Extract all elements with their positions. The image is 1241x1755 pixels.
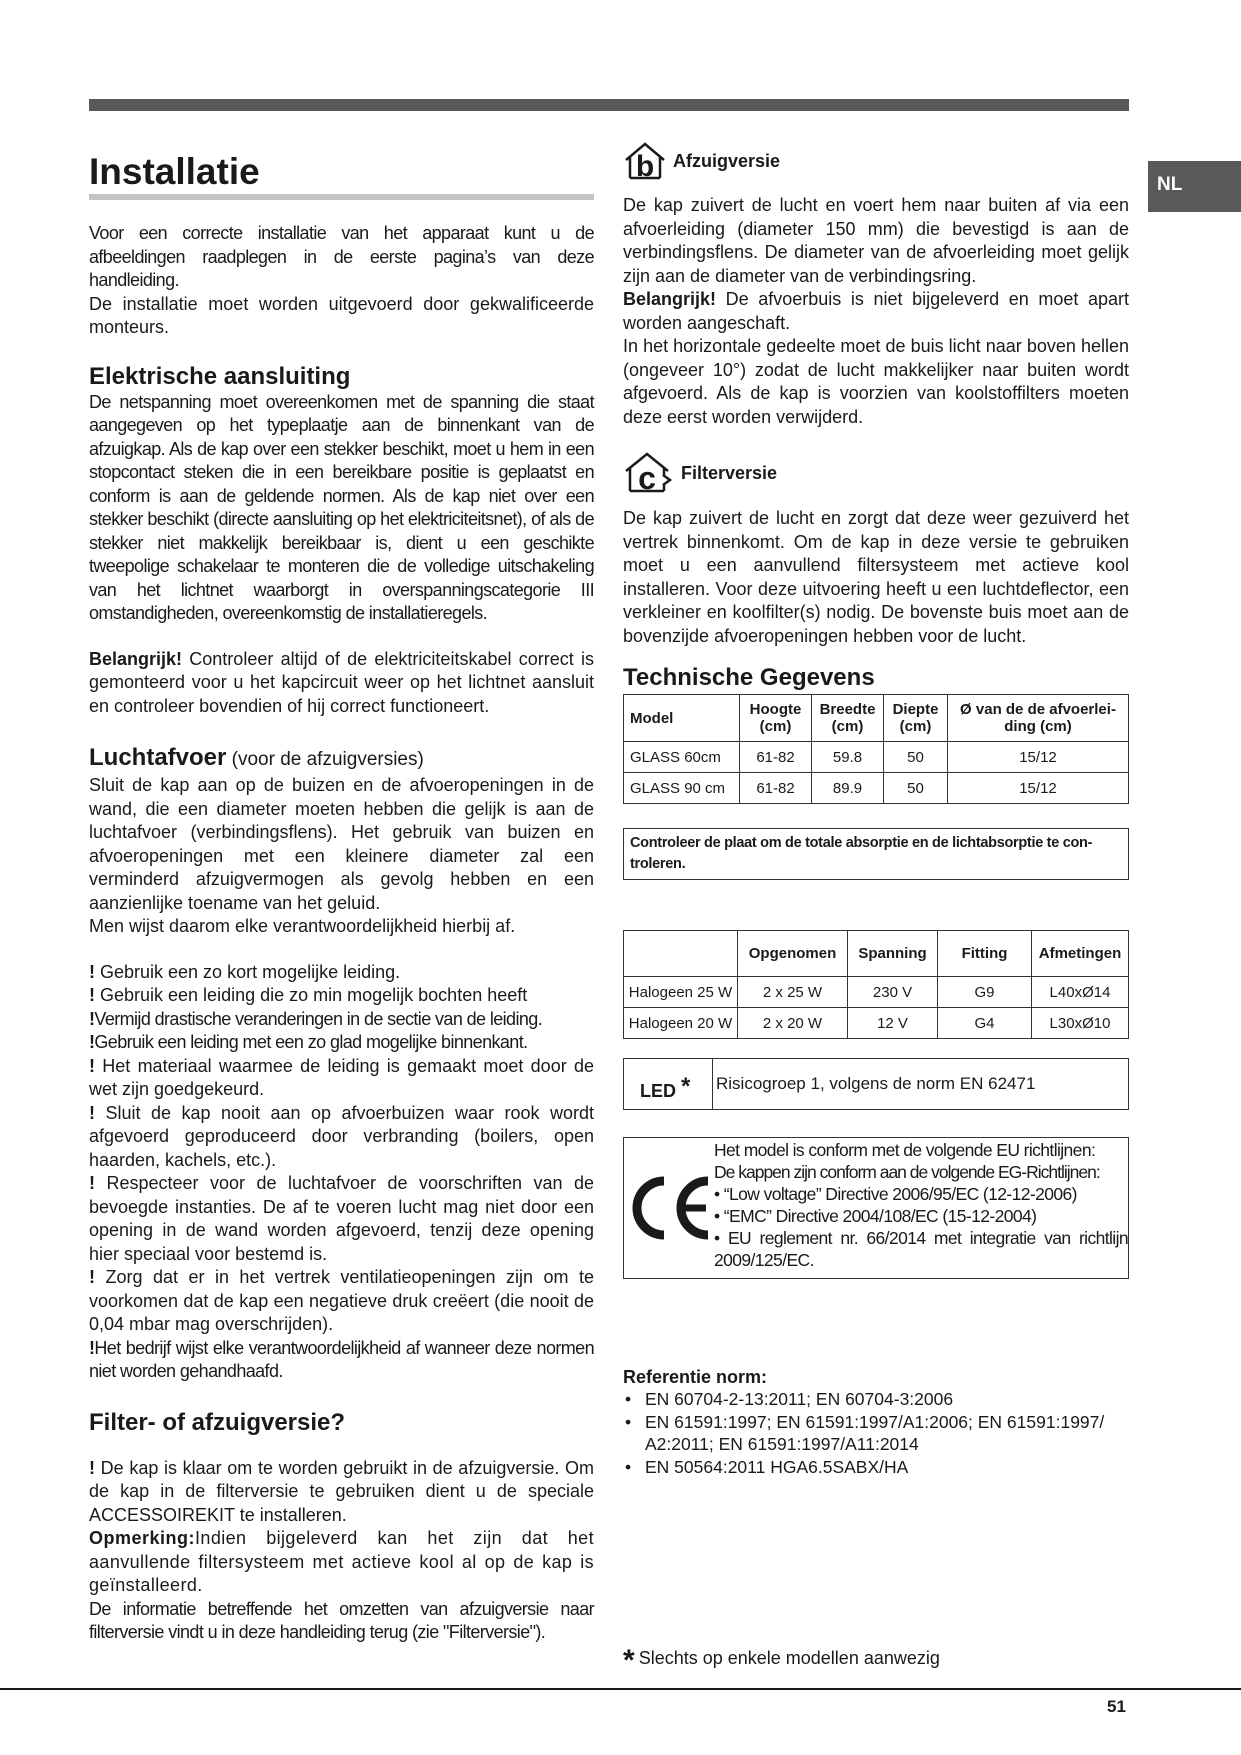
exhaust-version-heading [623,140,1129,182]
intro-text-2: De installatie moet worden uitgevoerd door gekwalificeerde monteurs. [89,293,594,337]
left-column [89,150,594,1645]
ce-line: • EU reglement nr. 66/2014 met integratie van richtlijn 2009/125/EC. [714,1228,1128,1270]
table-header-row [624,931,1129,977]
warning-label: Belangrijk! [89,648,183,669]
air-text: Sluit de kap aan op de buizen en de afvoeropeningen in de wand, die een diameter moeten hebben die gelijk is aan de luchtafvoer (verbindingsflens). Het gebruik van buizen en afvoeropeningen met een kleinere diameter zal een verminderd afzuigvermogen als gevolg hebben en een aanzienlijke toename van het geluid. [89,775,594,913]
title-underline [89,194,594,200]
led-asterisk: * [681,1073,691,1100]
page-number: 51 [1107,1697,1126,1716]
section-heading-air [89,744,594,774]
list-item: • EN 60704-2-13:2011; EN 60704-3:2006 [623,1388,1129,1411]
ce-line: • “Low voltage” Directive 2006/95/EC (12-12-2006) [714,1184,1077,1204]
column-header: Fitting [938,931,1032,977]
right-column [623,140,1129,1478]
column-header: Diepte (cm) [884,695,948,742]
warning-item: ! Respecteer voor de luchtafvoer de voorschriften van de bevoegde instanties. De af te voeren lucht mag niet door een opening in de wand worden afgevoerd, tenzij deze opening hier speciaal voor bestemd is. [89,1173,594,1264]
table-row [624,773,1129,804]
table-cell: 50 [884,773,948,804]
filter-version-heading [623,451,1129,495]
table-cell: 50 [884,742,948,773]
footnote-text: Slechts op enkele modellen aanwezig [638,1648,940,1668]
exhaust-icon-letter: b [635,150,655,182]
warning-item: !Het bedrijf wijst elke verantwoordelijkheid af wanneer deze normen niet worden gehandhaafd. [89,1337,594,1381]
section-heading-filter-or-exhaust: Filter- of afzuigversie? [89,1408,346,1436]
table-cell: 2 x 20 W [738,1008,848,1039]
warning-label: Belangrijk! [623,289,717,309]
page-title: Installatie [89,151,260,192]
table-cell: G4 [938,1008,1032,1039]
table-row [624,977,1129,1008]
column-header [624,931,738,977]
column-header: Opgenomen [738,931,848,977]
filter-mode-icon [623,451,675,495]
absorption-note: Controleer de plaat om de totale absorptie en de lichtabsorptie te con-troleren. [623,828,1129,880]
warning-item: ! Sluit de kap nooit aan op afvoerbuizen waar rook wordt afgevoerd geproduceerd door verbranding (boilers, open haarden, kachels, etc.). [89,1102,594,1170]
note-label: Opmerking: [89,1528,196,1548]
column-header: Afmetingen [1032,931,1129,977]
warning-item: ! Zorg dat er in het vertrek ventilatieopeningen zijn om te voorkomen dat de kap een negatieve druk creëert (die nooit de 0,04 mbar mag overschrijden). [89,1267,595,1334]
air-heading-sub: (voor de afzuigversies) [226,749,424,770]
table-cell: 2 x 25 W [738,977,848,1008]
reference-norm-heading: Referentie norm: [623,1367,768,1387]
led-label: LED [640,1081,676,1101]
column-header: Breedte (cm) [812,695,884,742]
section-heading-technical: Technische Gegevens [623,664,875,691]
table-cell: 15/12 [948,742,1129,773]
warning-item: ! Het materiaal waarmee de leiding is gemaakt moet door de wet zijn goedgekeurd. [89,1055,594,1099]
reference-list [623,1388,1129,1478]
footnote-asterisk: * [623,1644,635,1677]
warning-item: ! Gebruik een zo kort mogelijke leiding. [89,961,401,982]
ce-line: • “EMC” Directive 2004/108/EC (15-12-2004) [714,1206,1037,1226]
led-text: Risicogroep 1, volgens de norm EN 62471 [716,1074,1036,1093]
table-header-row [624,695,1129,742]
top-rule [89,99,1129,111]
electrical-text: De netspanning moet overeenkomen met de spanning die staat aangegeven op het typeplaatje aan de binnenkant van de afzuigkap. Als de kap over een stekker beschikt, moet u hem in een stopcontact steken die in een bereikbare positie is geplaatst en conform is aan de geldende normen. Als de kap niet over een stekker beschikt (directe aansluiting op het elektriciteitsnet), of als de stekker niet makkelijk bereikbaar is, dient u een geschikte tweepolige schakelaar te monteren die de volledige uitschakeling van het lichtnet waarborgt in overspanningscategorie III omstandigheden, overeenkomstig de installatieregels. [89,391,594,623]
filter-version-label: Filterversie [681,462,778,483]
column-header: Spanning [848,931,938,977]
column-header: Model [624,695,740,742]
table-cell: 230 V [848,977,938,1008]
table-cell: 89.9 [812,773,884,804]
filter-text-1: ! De kap is klaar om te worden gebruikt in de afzuigversie. Om de kap in de filterversie te gebruiken dient u de speciale ACCESSOIREKIT te installeren. [89,1457,594,1525]
ce-line: De kappen zijn conform aan de volgende EG-Richtlijnen: [714,1162,1100,1182]
filter-note [89,1527,594,1598]
intro-text-1: Voor een correcte installatie van het apparaat kunt u de afbeeldingen raadplegen in de eerste pagina’s van deze handleiding. [89,223,594,290]
table-row [624,742,1129,773]
table-row [624,1008,1129,1039]
column-header: Hoogte (cm) [740,695,812,742]
warning-text: Controleer altijd of de elektriciteitskabel correct is gemonteerd voor u het kapcircuit weer op het lichtnet aansluit en controleer bovendien of hij correct functioneert. [89,648,594,716]
table-cell: 12 V [848,1008,938,1039]
table-cell: L30xØ10 [1032,1008,1129,1039]
lamp-table [623,930,1129,1039]
exhaust-version-label: Afzuigversie [673,150,781,171]
electrical-warning [89,648,594,719]
exhaust-text-2: In het horizontale gedeelte moet de buis licht naar boven hellen (ongeveer 10°) zodat de lucht makkelijker naar buiten wordt afgevoerd. Als de kap is voorzien van koolstoffilters moeten deze eerst worden verwijderd. [623,336,1129,427]
table-cell: G9 [938,977,1032,1008]
list-item: • EN 61591:1997; EN 61591:1997/A1:2006; EN 61591:1997/ A2:2011; EN 61591:1997/A11:2014 [623,1411,1129,1456]
ce-mark-icon [624,1138,714,1278]
note-text: Indien bijgeleverd kan het zijn dat het aanvullende filtersysteem met actieve kool al op de kap is geïnstalleerd. [89,1528,594,1595]
exhaust-warning [623,288,1129,335]
ce-line: Het model is conform met de volgende EU richtlijnen: [714,1140,1096,1160]
filter-text-2: De informatie betreffende het omzetten van afzuigversie naar filterversie vindt u in deze handleiding terug (zie "Filterversie"). [89,1598,594,1642]
exhaust-text: De kap zuivert de lucht en voert hem naar buiten af via een afvoerleiding (diameter 150 mm) die bevestigd is aan de verbindingsflens. De diameter van de afvoerleiding moet gelijk zijn aan de diameter van de verbindingsring. [623,195,1129,286]
led-info-box [623,1058,1129,1110]
table-cell: Halogeen 20 W [624,1008,738,1039]
warning-list [89,961,594,1384]
footnote [623,1644,940,1678]
ce-text [714,1138,1128,1278]
language-tab: NL [1148,161,1241,212]
ce-conformity-box [623,1137,1129,1279]
air-heading-main: Luchtafvoer [89,744,227,771]
warning-text: De afvoerbuis is niet bijgeleverd en moet apart worden aangeschaft. [623,289,1129,333]
technical-data-table [623,694,1129,804]
table-cell: L40xØ14 [1032,977,1129,1008]
table-cell: GLASS 90 cm [624,773,740,804]
filter-icon-letter: c [638,460,656,495]
table-cell: 15/12 [948,773,1129,804]
table-cell: 59.8 [812,742,884,773]
led-label-cell [624,1059,713,1109]
warning-item: !Vermijd drastische veranderingen in de sectie van de leiding. [89,1008,543,1029]
bottom-rule [0,1688,1241,1690]
list-item: • EN 50564:2011 HGA6.5SABX/HA [623,1456,1129,1479]
section-heading-electrical: Elektrische aansluiting [89,362,351,390]
column-header: Ø van de de afvoerlei-ding (cm) [948,695,1129,742]
warning-item: !Gebruik een leiding met een zo glad mogelijke binnenkant. [89,1032,528,1052]
table-cell: 61-82 [740,742,812,773]
warning-item: ! Gebruik een leiding die zo min mogelijk bochten heeft [89,985,528,1005]
table-cell: Halogeen 25 W [624,977,738,1008]
table-cell: 61-82 [740,773,812,804]
exhaust-mode-icon [623,140,667,182]
air-text-2: Men wijst daarom elke verantwoordelijkheid hierbij af. [89,916,516,936]
filter-version-text: De kap zuivert de lucht en zorgt dat deze weer gezuiverd het vertrek binnenkomt. Om de kap in deze versie te gebruiken moet u een aanvullend filtersysteem met actieve kool installeren. Voor deze uitvoering heeft u een luchtdeflector, een verkleiner en koolfilter(s) nodig. De bovenste buis moet aan de bovenzijde afvoeropeningen hebben voor de lucht. [623,508,1129,646]
table-cell: GLASS 60cm [624,742,740,773]
